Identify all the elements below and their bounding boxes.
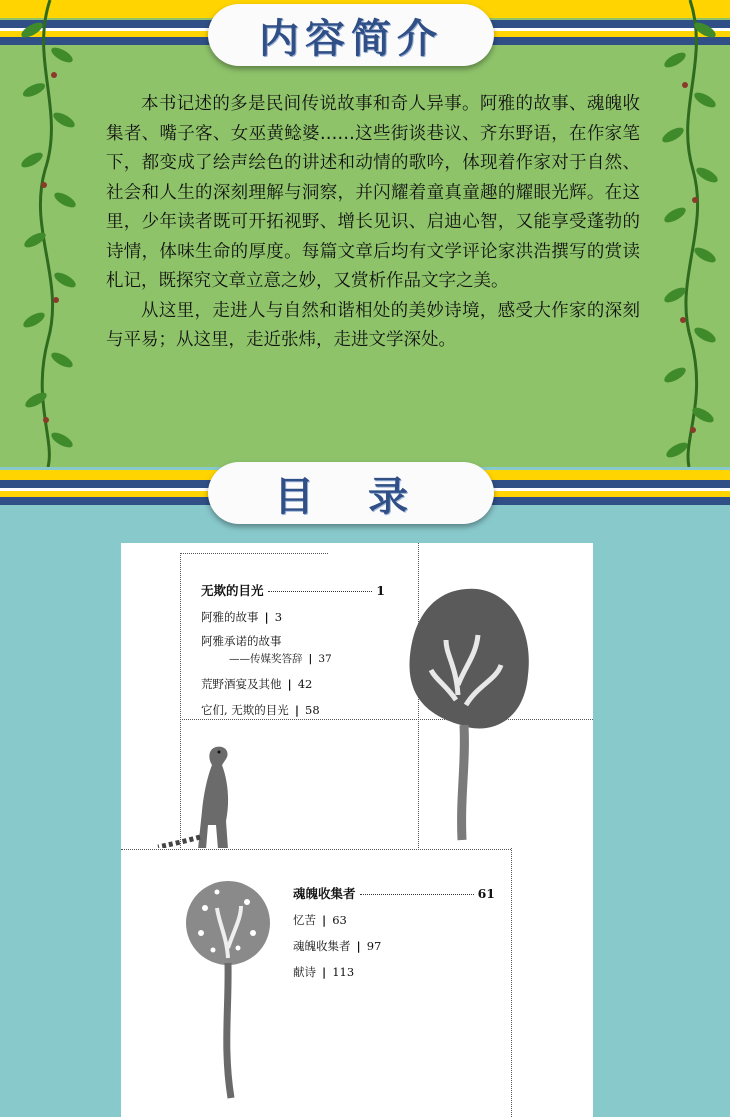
toc-page-2: [121, 848, 593, 1117]
tree-illustration: [406, 585, 536, 850]
entry-label: 魂魄收集者: [293, 939, 351, 953]
right-vine-illustration: [655, 0, 725, 467]
toc-heading-banner: [208, 462, 494, 524]
toc-entry[interactable]: 献诗 | 113: [293, 965, 355, 979]
dotted-rule: [121, 849, 511, 850]
entry-page: 113: [332, 965, 355, 979]
section-page-number: 1: [376, 583, 385, 598]
section-title-text: 无欺的目光: [201, 583, 264, 598]
entry-page: 58: [305, 703, 320, 717]
toc-section-2: [293, 884, 495, 980]
toc-section-title[interactable]: [201, 581, 385, 599]
intro-paragraph-1: 本书记述的多是民间传说故事和奇人异事。阿雅的故事、魂魄收集者、嘴子客、女巫黄鲶婆……这些街谈巷议、齐东野语，在作家笔下，都变成了绘声绘色的讲述和动情的歌吟，体现着作家对于自然、社会和人生的深刻理解与洞察，并闪耀着童真童趣的耀眼光辉。在这里，少年读者既可开拓视野、增长见识、启迪心智，又能享受蓬勃的诗情，体味生命的厚度。每篇文章后均有文学评论家洪浩撰写的赏读札记，既探究文章立意之妙，又赏析作品文字之美。: [106, 94, 640, 291]
toc-entry[interactable]: 阿雅的故事 | 3: [201, 610, 283, 624]
dotted-rule: [511, 848, 512, 1117]
round-tree-illustration: [183, 878, 273, 1103]
entry-label: 阿雅承诺的故事: [201, 634, 282, 648]
entry-label: 献诗: [293, 965, 316, 979]
toc-entry[interactable]: 忆苦 | 63: [293, 913, 347, 927]
entry-label: ——传媒奖答辞: [229, 653, 303, 665]
entry-page: 97: [366, 939, 382, 953]
entry-label: 它们, 无欺的目光: [201, 703, 289, 717]
entry-page: 37: [318, 653, 332, 665]
section-title-text: 魂魄收集者: [293, 886, 356, 901]
dotted-rule: [180, 553, 328, 554]
toc-entry[interactable]: 魂魄收集者 | 97: [293, 939, 382, 953]
intro-heading-banner: [208, 4, 494, 66]
entry-label: 阿雅的故事: [201, 610, 259, 624]
toc-heading: 目 录: [274, 473, 428, 520]
intro-text: [106, 90, 640, 356]
section-page-number: 61: [477, 886, 495, 901]
toc-page-1: [121, 543, 593, 848]
dot-leader: [268, 591, 373, 592]
entry-label: 荒野酒宴及其他: [201, 677, 282, 691]
meerkat-illustration: [156, 741, 246, 853]
toc-section-title[interactable]: [293, 884, 495, 902]
left-vine-illustration: [10, 0, 80, 467]
entry-page: 3: [274, 610, 283, 624]
toc-entry-subtitle[interactable]: ——传媒奖答辞 | 37: [229, 653, 332, 665]
dot-leader: [360, 894, 474, 895]
entry-page: 42: [297, 677, 313, 691]
toc-entry[interactable]: 荒野酒宴及其他 | 42: [201, 677, 313, 691]
intro-heading: 内容简介: [259, 15, 443, 62]
toc-entry[interactable]: 它们, 无欺的目光 | 58: [201, 703, 320, 717]
toc-section-1: [201, 581, 385, 718]
entry-page: 63: [332, 913, 347, 927]
toc-entry[interactable]: [201, 633, 385, 649]
entry-label: 忆苦: [293, 913, 316, 927]
intro-paragraph-2: 从这里，走进人与自然和谐相处的美妙诗境，感受大作家的深刻与平易；从这里，走近张炜，走进文学深处。: [106, 300, 640, 350]
intro-section: [0, 0, 730, 467]
